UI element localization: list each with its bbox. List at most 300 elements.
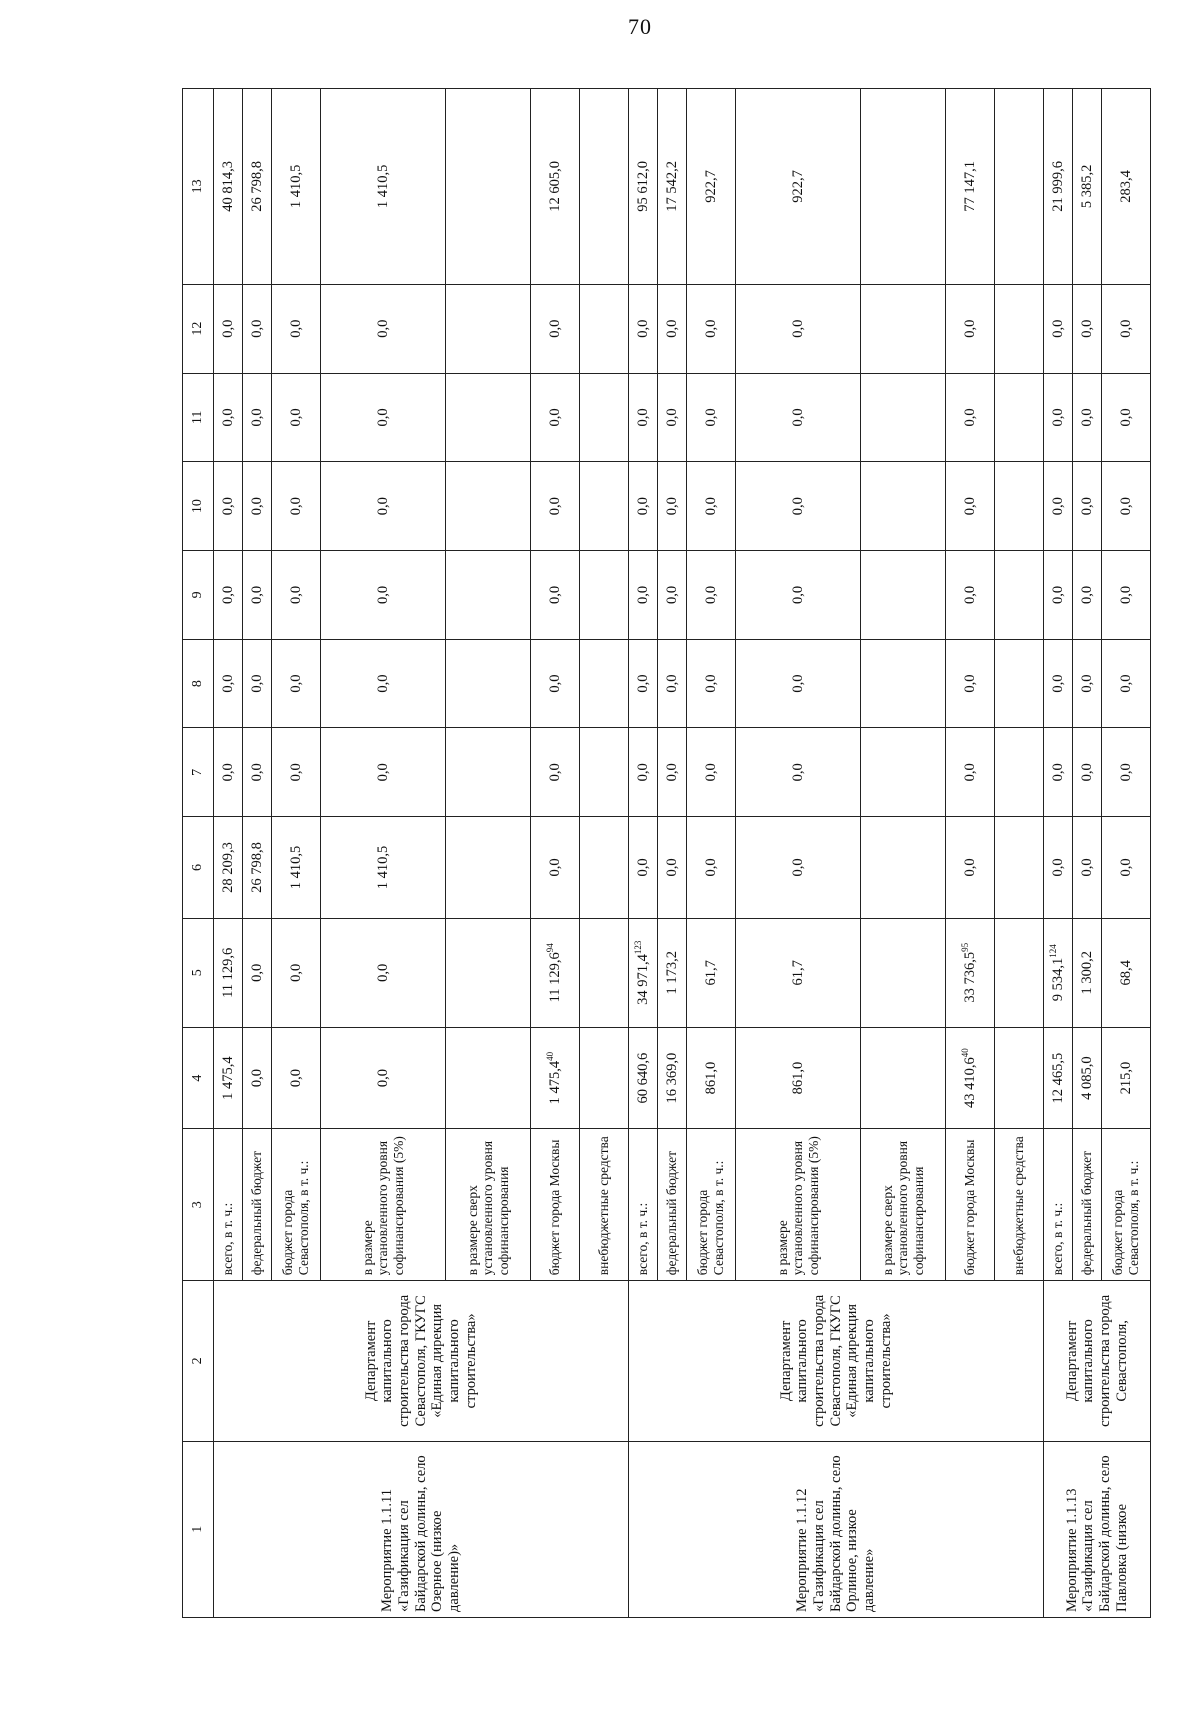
cell-value: 0,0 [663, 497, 680, 516]
cell-value: 0,0 [374, 963, 391, 982]
cell-value: 0,0 [663, 585, 680, 604]
funding-source: всего, в т. ч.: [1044, 1129, 1073, 1281]
value-cell [446, 462, 531, 551]
cell-value: 0,0 [789, 674, 806, 693]
footnote-mark: 95 [959, 942, 970, 952]
cell-value: 0,0 [287, 408, 304, 427]
value-cell [243, 1027, 272, 1129]
value-cell [321, 373, 446, 462]
cell-value: 0,0 [546, 319, 563, 338]
cell-value: 26 798,8 [248, 161, 265, 212]
cell-value: 0,0 [1117, 858, 1134, 877]
cell-value: 0,0 [219, 408, 236, 427]
cell-value: 1 410,5 [374, 845, 391, 890]
cell-value: 0,0 [1078, 585, 1095, 604]
value-cell [214, 817, 243, 919]
column-header: 13 [183, 89, 214, 285]
value-cell [995, 462, 1044, 551]
value-cell [629, 1027, 658, 1129]
value-cell [658, 551, 687, 640]
value-cell [272, 373, 321, 462]
value-cell [580, 728, 629, 817]
value-cell [272, 639, 321, 728]
value-cell [243, 89, 272, 285]
cell-value: 0,0 [634, 858, 651, 877]
cell-value: 0,0 [663, 763, 680, 782]
value-cell [214, 1027, 243, 1129]
cell-value: 0,0 [702, 858, 719, 877]
value-cell [658, 373, 687, 462]
cell-value: 0,0 [663, 858, 680, 877]
cell-value: 0,0 [702, 585, 719, 604]
value-cell [580, 918, 629, 1027]
cell-value: 861,0 [702, 1061, 719, 1095]
value-cell [321, 1027, 446, 1129]
value-cell [736, 817, 861, 919]
value-cell [861, 89, 946, 285]
value-cell [861, 1027, 946, 1129]
value-cell [446, 918, 531, 1027]
cell-value: 11 129,6 [219, 947, 236, 998]
funding-source: в размере сверх установленного уровня софинансирования [861, 1129, 946, 1281]
column-header: 2 [183, 1281, 214, 1441]
value-cell [214, 551, 243, 640]
value-cell [736, 1027, 861, 1129]
funding-source: внебюджетные средства [580, 1129, 629, 1281]
cell-value: 0,0 [219, 319, 236, 338]
value-cell [861, 551, 946, 640]
value-cell [214, 373, 243, 462]
cell-value: 0,0 [1049, 408, 1066, 427]
value-cell [243, 284, 272, 373]
funding-source: всего, в т. ч.: [214, 1129, 243, 1281]
cell-value: 0,0 [287, 963, 304, 982]
value-cell [1044, 462, 1073, 551]
cell-value: 0,0 [1117, 408, 1134, 427]
value-cell [1073, 918, 1102, 1027]
value-cell [1073, 89, 1102, 285]
funding-source: федеральный бюджет [243, 1129, 272, 1281]
cell-value: 0,0 [789, 763, 806, 782]
cell-value: 0,0 [219, 585, 236, 604]
value-cell [1044, 918, 1073, 1027]
value-cell [687, 551, 736, 640]
funding-source: внебюджетные средства [995, 1129, 1044, 1281]
cell-value: 0,0 [248, 319, 265, 338]
cell-value: 0,0 [702, 408, 719, 427]
value-cell [446, 639, 531, 728]
value-cell [861, 639, 946, 728]
cell-value: 0,0 [961, 858, 978, 877]
footnote-mark: 124 [1047, 944, 1058, 958]
cell-value: 0,0 [248, 1069, 265, 1088]
column-header: 3 [183, 1129, 214, 1281]
value-cell [687, 373, 736, 462]
cell-value: 21 999,6 [1049, 161, 1066, 212]
value-cell [629, 551, 658, 640]
value-cell [446, 1027, 531, 1129]
cell-value: 0,0 [546, 858, 563, 877]
cell-value: 0,0 [248, 408, 265, 427]
value-cell [243, 817, 272, 919]
cell-value: 1 475,4 [546, 1060, 563, 1105]
value-cell [995, 817, 1044, 919]
value-cell [687, 1027, 736, 1129]
value-cell [687, 462, 736, 551]
funding-source: федеральный бюджет [658, 1129, 687, 1281]
value-cell [580, 817, 629, 919]
column-header: 8 [183, 639, 214, 728]
value-cell [243, 728, 272, 817]
value-cell [658, 918, 687, 1027]
cell-value: 0,0 [1078, 497, 1095, 516]
cell-value: 0,0 [287, 1069, 304, 1088]
value-cell [658, 639, 687, 728]
cell-value: 0,0 [663, 408, 680, 427]
value-cell [629, 639, 658, 728]
value-cell [531, 462, 580, 551]
value-cell [321, 728, 446, 817]
cell-value: 12 465,5 [1049, 1052, 1066, 1104]
value-cell [243, 639, 272, 728]
cell-value: 922,7 [789, 170, 806, 203]
value-cell [861, 373, 946, 462]
value-cell [995, 918, 1044, 1027]
value-cell [1073, 639, 1102, 728]
cell-value: 0,0 [1078, 674, 1095, 693]
cell-value: 0,0 [248, 963, 265, 982]
cell-value: 0,0 [374, 319, 391, 338]
value-cell [736, 89, 861, 285]
cell-value: 33 736,5 [961, 951, 978, 1003]
value-cell [272, 1027, 321, 1129]
column-header: 9 [183, 551, 214, 640]
cell-value: 215,0 [1117, 1061, 1134, 1095]
cell-value: 1 410,5 [374, 164, 391, 209]
footnote-mark: 40 [959, 1048, 970, 1058]
value-cell [629, 462, 658, 551]
table-row [629, 89, 658, 1618]
cell-value: 0,0 [789, 497, 806, 516]
table-row [1044, 89, 1073, 1618]
value-cell [629, 373, 658, 462]
value-cell [446, 728, 531, 817]
value-cell [1073, 1027, 1102, 1129]
cell-value: 0,0 [961, 319, 978, 338]
executor-cell: Департамент капитального строительства города Севастополя, [1044, 1281, 1151, 1441]
cell-value: 0,0 [287, 497, 304, 516]
cell-value: 861,0 [789, 1061, 806, 1095]
cell-value: 0,0 [219, 674, 236, 693]
funding-source: в размере установленного уровня софинансирования (5%) [736, 1129, 861, 1281]
cell-value: 0,0 [374, 408, 391, 427]
value-cell [321, 89, 446, 285]
value-cell [629, 89, 658, 285]
financing-table [182, 88, 1151, 1618]
cell-value: 0,0 [287, 319, 304, 338]
value-cell [446, 284, 531, 373]
cell-value: 95 612,0 [634, 161, 651, 212]
cell-value: 0,0 [219, 763, 236, 782]
value-cell [1073, 462, 1102, 551]
value-cell [736, 918, 861, 1027]
cell-value: 0,0 [702, 319, 719, 338]
value-cell [1073, 551, 1102, 640]
cell-value: 0,0 [1117, 319, 1134, 338]
value-cell [1102, 462, 1151, 551]
value-cell [243, 918, 272, 1027]
value-cell [272, 728, 321, 817]
rotated-table-wrapper [182, 88, 1141, 1618]
funding-source: бюджет города Севастополя, в т. ч.: [687, 1129, 736, 1281]
column-header: 10 [183, 462, 214, 551]
cell-value: 0,0 [546, 674, 563, 693]
value-cell [272, 817, 321, 919]
footnote-mark: 123 [632, 940, 643, 955]
column-header: 11 [183, 373, 214, 462]
cell-value: 16 369,0 [663, 1052, 680, 1104]
cell-value: 0,0 [789, 858, 806, 877]
value-cell [214, 728, 243, 817]
cell-value: 0,0 [1117, 497, 1134, 516]
value-cell [736, 551, 861, 640]
cell-value: 0,0 [287, 585, 304, 604]
value-cell [658, 728, 687, 817]
executor-cell: Департамент капитального строительства города Севастополя, ГКУГС «Единая дирекция капитального строительства» [214, 1281, 629, 1441]
value-cell [687, 89, 736, 285]
column-header: 6 [183, 817, 214, 919]
cell-value: 0,0 [1117, 763, 1134, 782]
cell-value: 0,0 [374, 585, 391, 604]
value-cell [243, 551, 272, 640]
cell-value: 0,0 [702, 763, 719, 782]
value-cell [1102, 918, 1151, 1027]
value-cell [1102, 639, 1151, 728]
cell-value: 0,0 [789, 319, 806, 338]
value-cell [214, 462, 243, 551]
value-cell [272, 462, 321, 551]
value-cell [321, 284, 446, 373]
cell-value: 0,0 [702, 674, 719, 693]
cell-value: 40 814,3 [219, 161, 236, 212]
executor-cell: Департамент капитального строительства города Севастополя, ГКУГС «Единая дирекция капитального строительства» [629, 1281, 1044, 1441]
value-cell [861, 462, 946, 551]
column-header: 4 [183, 1027, 214, 1129]
column-header: 5 [183, 918, 214, 1027]
value-cell [946, 817, 995, 919]
value-cell [687, 639, 736, 728]
cell-value: 61,7 [702, 960, 719, 986]
value-cell [629, 728, 658, 817]
value-cell [658, 462, 687, 551]
value-cell [946, 551, 995, 640]
cell-value: 0,0 [1078, 858, 1095, 877]
cell-value: 1 410,5 [287, 845, 304, 890]
cell-value: 0,0 [374, 497, 391, 516]
value-cell [995, 373, 1044, 462]
value-cell [446, 551, 531, 640]
cell-value: 68,4 [1117, 960, 1134, 986]
cell-value: 0,0 [961, 763, 978, 782]
cell-value: 1 475,4 [219, 1056, 236, 1100]
value-cell [946, 639, 995, 728]
value-cell [1044, 373, 1073, 462]
value-cell [995, 728, 1044, 817]
cell-value: 0,0 [287, 763, 304, 782]
value-cell [946, 373, 995, 462]
value-cell [736, 284, 861, 373]
cell-value: 77 147,1 [961, 161, 978, 212]
value-cell [946, 1027, 995, 1129]
event-title: Мероприятие 1.1.11 «Газификация сел Байдарской долины, село Озерное (низкое давление)» [214, 1441, 629, 1617]
cell-value: 0,0 [248, 674, 265, 693]
value-cell [687, 284, 736, 373]
cell-value: 0,0 [634, 674, 651, 693]
value-cell [531, 551, 580, 640]
cell-value: 0,0 [663, 674, 680, 693]
value-cell [321, 639, 446, 728]
value-cell [531, 373, 580, 462]
column-number-row [183, 89, 214, 1618]
value-cell [531, 728, 580, 817]
value-cell [321, 817, 446, 919]
cell-value: 0,0 [248, 497, 265, 516]
funding-source: всего, в т. ч.: [629, 1129, 658, 1281]
value-cell [580, 373, 629, 462]
value-cell [995, 284, 1044, 373]
value-cell [995, 1027, 1044, 1129]
value-cell [1102, 551, 1151, 640]
cell-value: 0,0 [961, 585, 978, 604]
cell-value: 17 542,2 [663, 161, 680, 212]
value-cell [243, 462, 272, 551]
value-cell [861, 817, 946, 919]
cell-value: 0,0 [634, 585, 651, 604]
cell-value: 0,0 [789, 585, 806, 604]
value-cell [272, 89, 321, 285]
page-number: 70 [628, 14, 652, 39]
value-cell [946, 284, 995, 373]
cell-value: 0,0 [546, 585, 563, 604]
cell-value: 922,7 [702, 170, 719, 203]
column-header: 12 [183, 284, 214, 373]
value-cell [272, 551, 321, 640]
cell-value: 0,0 [546, 408, 563, 427]
value-cell [446, 89, 531, 285]
value-cell [531, 89, 580, 285]
value-cell [1044, 551, 1073, 640]
value-cell [580, 1027, 629, 1129]
value-cell [946, 462, 995, 551]
cell-value: 61,7 [789, 960, 806, 986]
value-cell [531, 1027, 580, 1129]
cell-value: 60 640,6 [634, 1052, 651, 1104]
value-cell [1073, 284, 1102, 373]
value-cell [1102, 1027, 1151, 1129]
cell-value: 28 209,3 [219, 842, 236, 893]
cell-value: 0,0 [287, 674, 304, 693]
value-cell [214, 918, 243, 1027]
value-cell [1102, 284, 1151, 373]
cell-value: 0,0 [1117, 674, 1134, 693]
cell-value: 0,0 [1078, 408, 1095, 427]
value-cell [629, 284, 658, 373]
value-cell [687, 728, 736, 817]
value-cell [531, 817, 580, 919]
cell-value: 34 971,4 [634, 954, 651, 1005]
value-cell [531, 284, 580, 373]
value-cell [214, 89, 243, 285]
cell-value: 43 410,6 [961, 1057, 978, 1108]
value-cell [1073, 728, 1102, 817]
column-header: 7 [183, 728, 214, 817]
value-cell [736, 373, 861, 462]
cell-value: 0,0 [961, 674, 978, 693]
cell-value: 0,0 [961, 408, 978, 427]
cell-value: 12 605,0 [546, 161, 563, 212]
value-cell [1044, 817, 1073, 919]
value-cell [580, 462, 629, 551]
value-cell [946, 728, 995, 817]
cell-value: 0,0 [1049, 585, 1066, 604]
value-cell [1102, 817, 1151, 919]
value-cell [658, 89, 687, 285]
table-body [214, 89, 1151, 1618]
cell-value: 0,0 [546, 763, 563, 782]
value-cell [1044, 1027, 1073, 1129]
value-cell [1044, 639, 1073, 728]
value-cell [272, 284, 321, 373]
value-cell [1102, 89, 1151, 285]
value-cell [946, 918, 995, 1027]
footnote-mark: 94 [544, 943, 555, 953]
value-cell [321, 918, 446, 1027]
cell-value: 0,0 [1117, 585, 1134, 604]
value-cell [629, 918, 658, 1027]
cell-value: 4 085,0 [1078, 1056, 1095, 1100]
value-cell [580, 89, 629, 285]
cell-value: 0,0 [961, 497, 978, 516]
value-cell [272, 918, 321, 1027]
cell-value: 11 129,6 [546, 952, 563, 1003]
cell-value: 0,0 [1078, 763, 1095, 782]
cell-value: 0,0 [1049, 497, 1066, 516]
cell-value: 0,0 [1049, 674, 1066, 693]
funding-source: бюджет города Севастополя, в т. ч.: [272, 1129, 321, 1281]
cell-value: 0,0 [634, 319, 651, 338]
value-cell [736, 639, 861, 728]
value-cell [861, 284, 946, 373]
value-cell [1044, 728, 1073, 817]
value-cell [1073, 817, 1102, 919]
funding-source: бюджет города Москвы [531, 1129, 580, 1281]
cell-value: 5 385,2 [1078, 164, 1095, 209]
cell-value: 0,0 [374, 763, 391, 782]
cell-value: 0,0 [634, 408, 651, 427]
value-cell [321, 551, 446, 640]
event-title: Мероприятие 1.1.13 «Газификация сел Байдарской долины, село Павловка (низкое [1044, 1441, 1151, 1617]
cell-value: 0,0 [634, 763, 651, 782]
event-title: Мероприятие 1.1.12 «Газификация сел Байдарской долины, село Орлиное, низкое давление» [629, 1441, 1044, 1617]
table-row [214, 89, 243, 1618]
value-cell [658, 1027, 687, 1129]
value-cell [214, 284, 243, 373]
value-cell [531, 639, 580, 728]
cell-value: 0,0 [1049, 763, 1066, 782]
value-cell [995, 639, 1044, 728]
value-cell [1102, 728, 1151, 817]
cell-value: 0,0 [219, 497, 236, 516]
